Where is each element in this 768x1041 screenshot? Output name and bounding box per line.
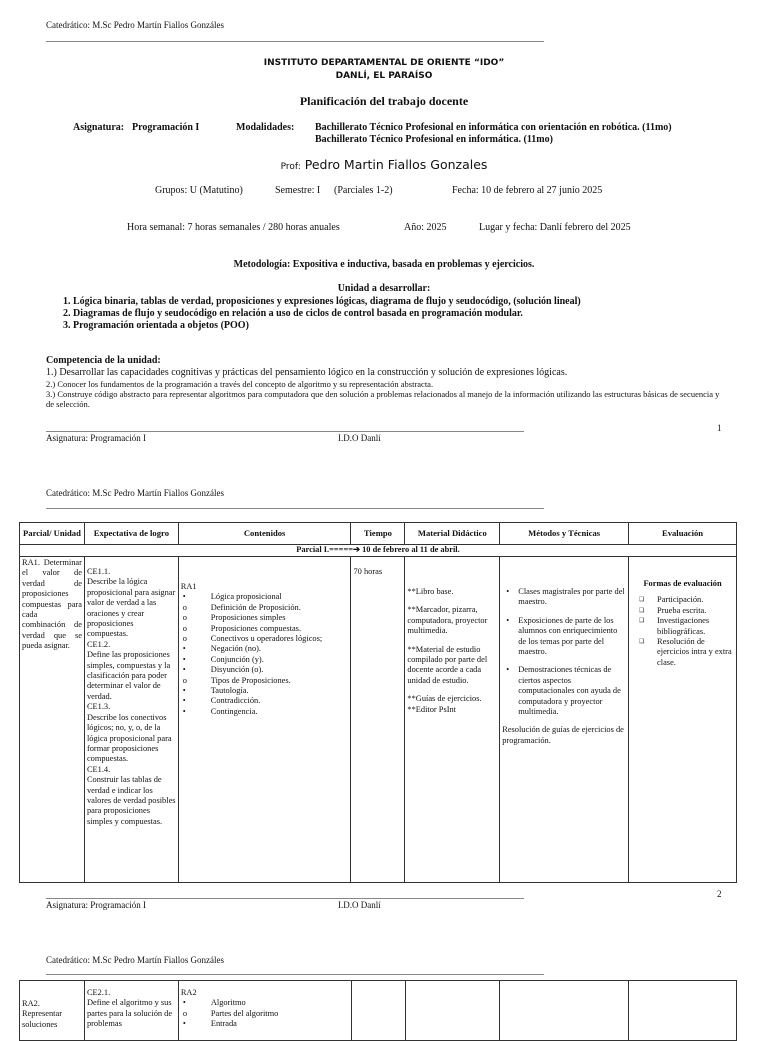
list-item: • Negación (no). <box>182 644 262 654</box>
semestre: Semestre: I <box>275 185 321 196</box>
list-item: • Tautología. <box>182 686 249 696</box>
footer-rule <box>46 431 524 432</box>
planning-table <box>19 522 737 883</box>
list-item: • Exposiciones de parte de los alumnos con enriquecimiento de los temas por parte del maestro. <box>504 616 626 658</box>
unidad-item: 2. Diagramas de flujo y seudocódigo en relación a uso de ciclos de control basada en programación modular. <box>73 308 753 320</box>
list-item: • Entrada <box>182 1019 237 1029</box>
institute-name: INSTITUTO DEPARTAMENTAL DE ORIENTE “IDO” <box>263 58 505 68</box>
header-rule <box>46 41 544 42</box>
contenidos-cell <box>178 981 351 1041</box>
page-header: Catedrático: M.Sc Pedro Martín Fiallos Gonzáles <box>46 20 224 30</box>
expectativas-text: CE1.1. Describe la lógica proposicional para asignar valor de verdad a las oraciones y crear proposiciones compuestas. CE1.2. Define las proposiciones simples, compuestas y la clasificación para poder determinar el valor de verdad. CE1.3. Describe los conectivos lógicos; no, y, o, de la lógica proposicional para formar proposiciones compuestas. CE1.4. Construir las tablas de verdad e indicar los valores de verdad posibles para proposiciones simples y compuestas. <box>86 567 176 826</box>
metodologia: Metodología: Expositiva e inductiva, basada en problemas y ejercicios. <box>233 259 535 270</box>
unidad-item: 1. Lógica binaria, tablas de verdad, proposiciones y expresiones lógicas, diagrama de flujo y seudocódigo, (solución lineal) <box>73 296 753 308</box>
footer-rule <box>46 898 524 899</box>
header-rule <box>46 974 544 975</box>
ra2-cell <box>20 981 85 1041</box>
list-item: • Conjunción (y). <box>182 654 264 664</box>
empty-cell <box>351 981 405 1041</box>
material-item: **Libro base. <box>407 587 454 596</box>
col-header: Contenidos <box>178 523 351 545</box>
evaluacion-cell <box>629 557 737 883</box>
col-header: Expectativa de logro <box>84 523 178 545</box>
list-item: • Contingencia. <box>182 706 258 716</box>
unidad-item: 3. Programación orientada a objetos (POO) <box>73 320 753 332</box>
lugar-fecha: Lugar y fecha: Danlí febrero del 2025 <box>479 222 631 233</box>
ce21-cell <box>84 981 178 1041</box>
modalidad-1: Bachillerato Técnico Profesional en informática con orientación en robótica. (11mo) <box>315 122 672 133</box>
footer-left: Asignatura: Programación I <box>46 900 146 910</box>
list-item: o Conectivos u operadores lógicos; <box>182 634 323 644</box>
empty-cell <box>500 981 629 1041</box>
expectativas-cell <box>84 557 178 883</box>
unidades-list <box>45 296 753 332</box>
contenidos-title: RA2 <box>180 988 197 997</box>
list-item: o Proposiciones simples <box>182 613 286 623</box>
hora-semanal: Hora semanal: 7 horas semanales / 280 horas anuales <box>127 222 340 233</box>
empty-cell <box>405 981 500 1041</box>
evaluacion-list <box>631 595 734 668</box>
list-item: • Algoritmo <box>182 998 246 1008</box>
fecha: Fecha: 10 de febrero al 27 junio 2025 <box>452 185 603 196</box>
page-number: 1 <box>717 423 722 433</box>
material-item: **Guías de ejercicios. **Editor PsInt <box>407 694 482 714</box>
competencia-2: 2.) Conocer los fundamentos de la programación a través del concepto de algoritmo y su representación abstracta. <box>46 379 434 389</box>
competencia-3: 3.) Construye código abstracto para representar algoritmos para computadora que den solución a problemas relacionados al manejo de la información utilizando las estructuras básicas de secuencia y de selección. <box>46 389 720 409</box>
list-item: • Demostraciones técnicas de ciertos aspectos computacionales con ayuda de computadora y proyector multimedia. <box>504 665 626 717</box>
list-item: ❑ Participación. <box>635 595 734 605</box>
prof-name: Pedro Martin Fiallos Gonzales <box>304 157 488 172</box>
list-item: • Contradicción. <box>182 696 261 706</box>
footer-left: Asignatura: Programación I <box>46 433 146 443</box>
col-header: Tiempo <box>351 523 405 545</box>
col-header: Parcial/ Unidad <box>20 523 85 545</box>
header-rule <box>46 508 544 509</box>
contenidos-title: RA1 <box>180 582 197 591</box>
material-item: **Material de estudio compilado por parte del docente acorde a cada unidad de estudio. <box>407 644 488 685</box>
tiempo-text: 70 horas <box>353 567 383 576</box>
contenidos-cell <box>178 557 351 883</box>
institute-city: DANLÍ, EL PARAÍSO <box>335 71 433 81</box>
list-item: o Tipos de Proposiciones. <box>182 675 291 685</box>
metodos-list <box>502 587 626 717</box>
prof-line <box>0 156 768 174</box>
material-cell <box>405 557 500 883</box>
modalidades-label: Modalidades: <box>236 122 295 133</box>
asignatura-label: Asignatura: <box>73 122 125 133</box>
page-number: 2 <box>717 889 722 899</box>
tiempo-cell <box>351 557 405 883</box>
modalidad-2: Bachillerato Técnico Profesional en informática. (11mo) <box>315 134 553 145</box>
empty-cell <box>629 981 737 1041</box>
doc-title: Planificación del trabajo docente <box>299 94 469 108</box>
material-item: **Marcador, pizarra, computadora, proyector multimedia. <box>407 605 488 636</box>
competencia-1: 1.) Desarrollar las capacidades cognitivas y prácticas del pensamiento lógico en la construcción y solución de expresiones lógicas. <box>46 367 568 378</box>
prof-label: Prof: <box>280 162 301 172</box>
contenidos-list <box>181 998 349 1029</box>
contenidos-list <box>181 592 349 717</box>
list-item: o Partes del algoritmo <box>182 1008 279 1018</box>
footer-center: I.D.O Danlí <box>338 900 381 910</box>
ra1-cell <box>20 557 85 883</box>
unidad-title: Unidad a desarrollar: <box>337 283 431 294</box>
parcial-row: Parcial I.=====➔ 10 de febrero al 11 de abril. <box>20 545 737 557</box>
list-item: • Disyunción (o). <box>182 665 264 675</box>
list-item: ❑ Prueba escrita. <box>635 606 734 616</box>
ce21-text: CE2.1. Define el algoritmo y sus partes para la solución de problemas <box>86 988 173 1029</box>
evaluacion-title: Formas de evaluación <box>643 579 722 588</box>
metodos-extra: Resolución de guías de ejercicios de programación. <box>502 725 624 745</box>
col-header: Métodos y Técnicas <box>500 523 629 545</box>
competencia-title: Competencia de la unidad: <box>46 355 161 366</box>
page-header: Catedrático: M.Sc Pedro Martín Fiallos Gonzáles <box>46 488 224 498</box>
list-item: • Clases magistrales por parte del maestro. <box>504 587 626 608</box>
list-item: o Definición de Proposición. <box>182 602 301 612</box>
parciales: (Parciales 1-2) <box>334 185 393 196</box>
anio: Año: 2025 <box>404 222 447 233</box>
footer-center: I.D.O Danlí <box>338 433 381 443</box>
list-item: ❑ Investigaciones bibliográficas. <box>635 616 734 637</box>
page-header: Catedrático: M.Sc Pedro Martín Fiallos Gonzáles <box>46 955 224 965</box>
col-header: Material Didáctico <box>405 523 500 545</box>
grupos: Grupos: U (Matutino) <box>155 185 243 196</box>
asignatura-value: Programación I <box>132 122 200 133</box>
metodos-cell <box>500 557 629 883</box>
list-item: o Proposiciones compuestas. <box>182 623 302 633</box>
ra1-text: RA1. Determinar el valor de verdad de proposiciones compuestas para cada combinación de verdad que se pueda asignar. <box>22 558 82 651</box>
list-item: • Lógica proposicional <box>182 592 282 602</box>
list-item: ❑ Resolución de ejercicios intra y extra clase. <box>635 637 734 668</box>
col-header: Evaluación <box>629 523 737 545</box>
ra2-text: RA2. Representar soluciones <box>22 999 62 1029</box>
planning-table-continued <box>19 980 737 1041</box>
